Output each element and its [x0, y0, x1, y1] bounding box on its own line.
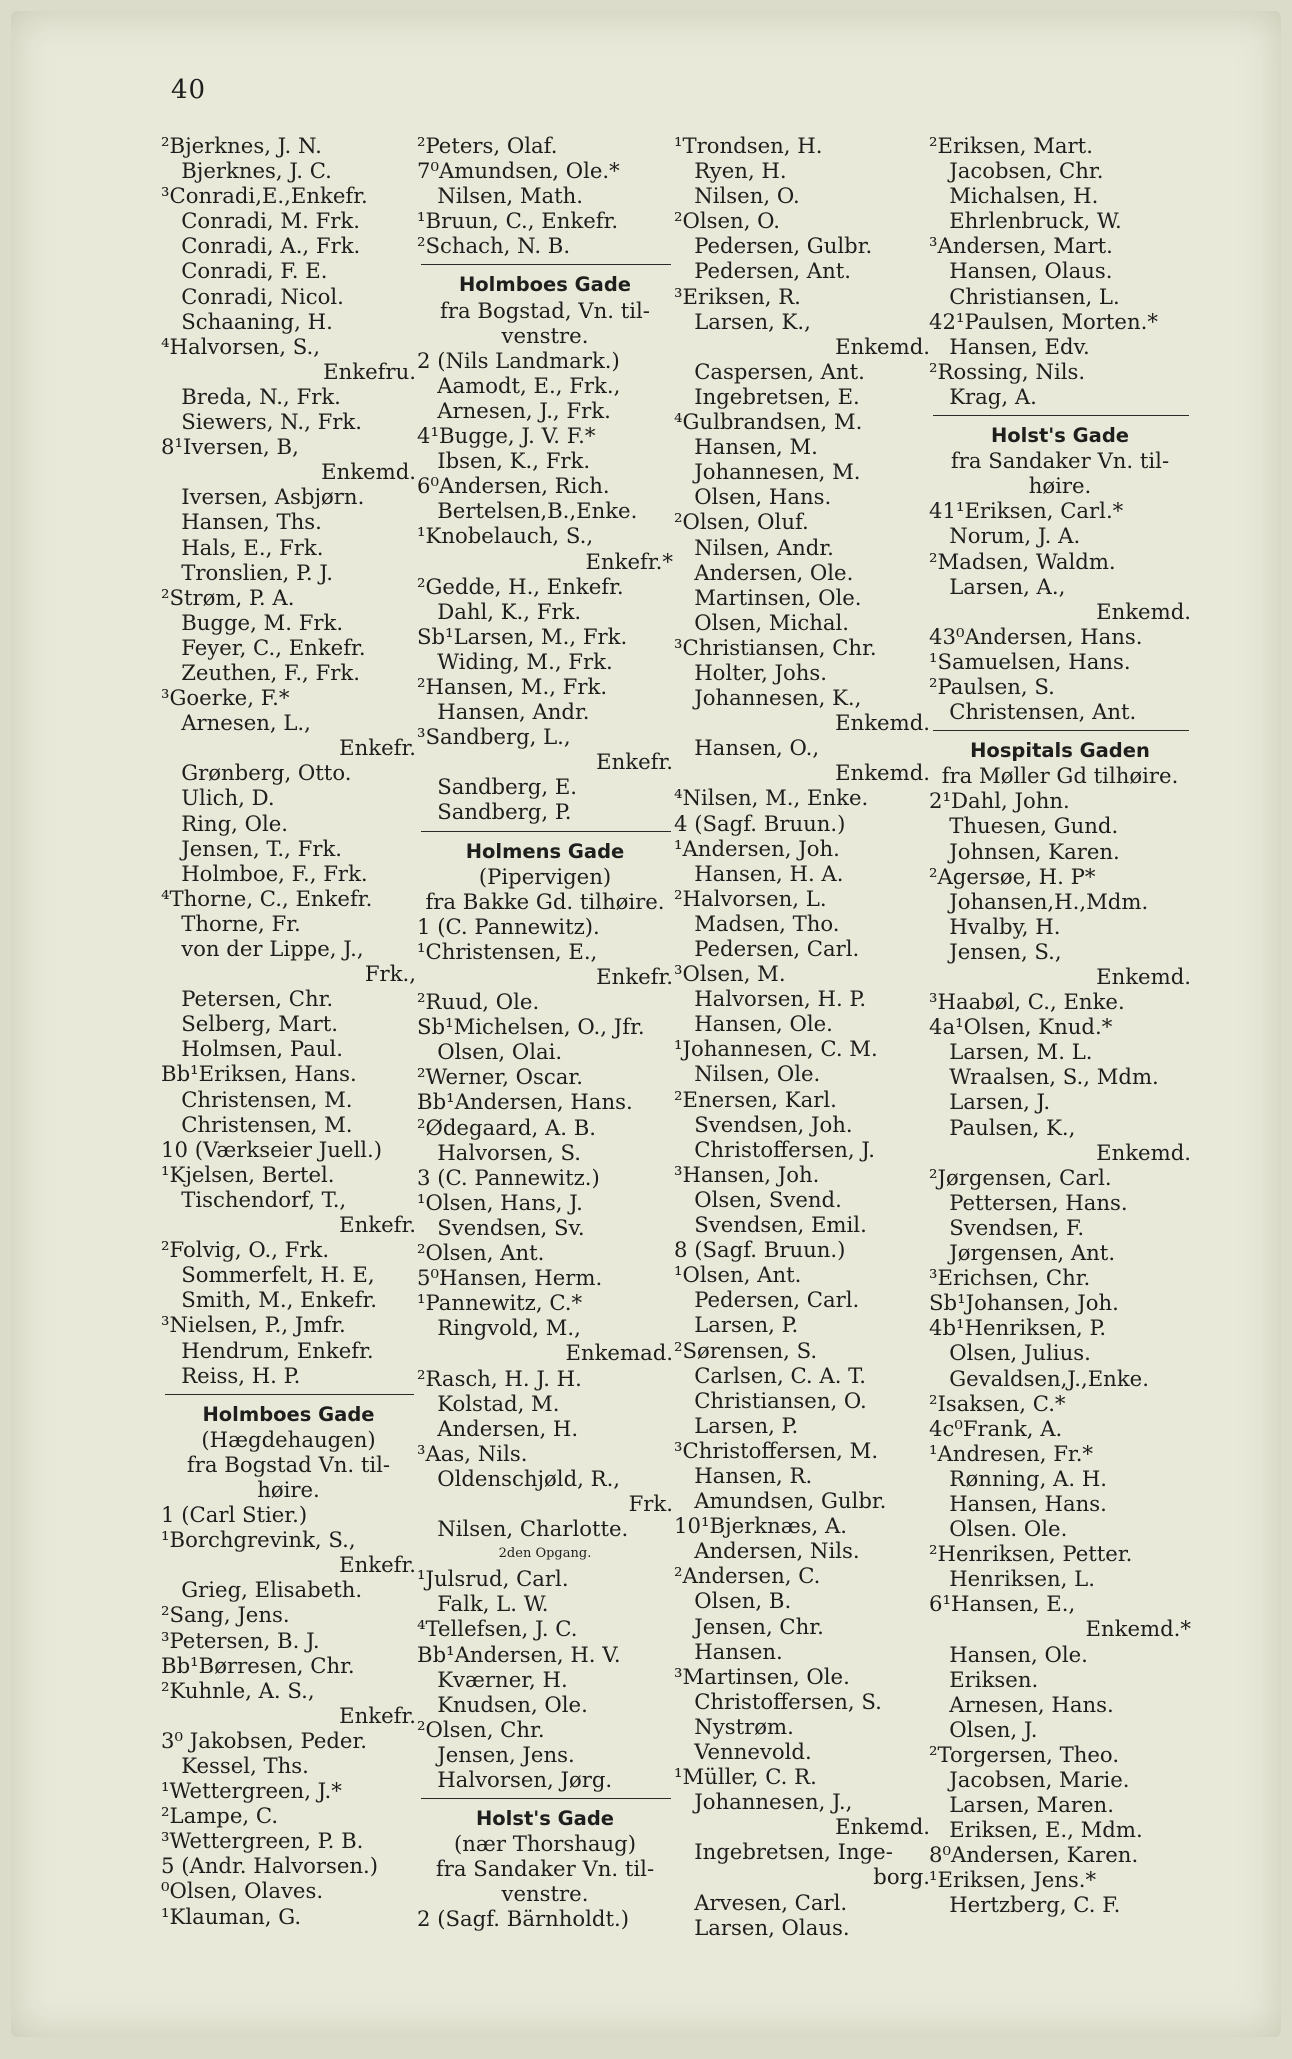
directory-entry: 8⁰Andersen, Karen.	[929, 1842, 1139, 1868]
directory-entry: Vennevold.	[674, 1739, 812, 1764]
directory-entry: Andersen, Ole.	[674, 559, 854, 585]
directory-entry: ⁴Nilsen, M., Enke.	[674, 785, 869, 811]
directory-entry: Pedersen, Ant.	[674, 258, 851, 284]
directory-entry: ³Christiansen, Chr.	[674, 634, 877, 660]
entry-continuation: Enkefr.	[339, 1552, 416, 1578]
entry-continuation: Enkefr.	[339, 735, 416, 761]
directory-entry: ²Strøm, P. A.	[161, 584, 295, 610]
directory-entry: ²Sang, Jens.	[161, 1602, 290, 1628]
directory-entry: Hvalby, H.	[929, 913, 1061, 939]
directory-entry: ²Olsen, Chr.	[417, 1716, 545, 1742]
directory-entry: Kessel, Ths.	[161, 1753, 309, 1778]
directory-entry: Ingebretsen, E.	[674, 383, 860, 409]
directory-entry: Hansen, Ths.	[161, 509, 322, 535]
directory-entry: Gevaldsen,J.,Enke.	[929, 1365, 1149, 1391]
directory-entry: Ring, Ole.	[161, 810, 289, 836]
directory-entry: Aamodt, E., Frk.,	[417, 372, 621, 398]
directory-entry: ⁰Olsen, Olaves.	[161, 1878, 324, 1904]
directory-entry: Selberg, Mart.	[161, 1011, 339, 1037]
directory-entry: ²Ruud, Ole.	[417, 989, 540, 1015]
directory-entry: ²Rasch, H. J. H.	[417, 1365, 582, 1391]
directory-entry: Wraalsen, S., Mdm.	[929, 1064, 1159, 1090]
directory-entry: 2¹Dahl, John.	[929, 788, 1070, 814]
street-description: fra Bogstad, Vn. til-	[440, 297, 650, 323]
directory-entry: Andersen, Nils.	[674, 1538, 860, 1564]
column-4	[929, 133, 1191, 1918]
street-description: (Pipervigen)	[478, 863, 612, 889]
directory-entry: 4b¹Henriksen, P.	[929, 1315, 1107, 1341]
directory-entry: ³Erichsen, Chr.	[929, 1265, 1091, 1291]
directory-entry: Hals, E., Frk.	[161, 534, 324, 560]
directory-entry: Ringvold, M.,	[417, 1315, 581, 1341]
directory-entry: 3⁰ Jakobsen, Peder.	[161, 1727, 367, 1753]
directory-entry: ²Madsen, Waldm.	[929, 548, 1116, 574]
directory-entry: Hansen, Olaus.	[929, 258, 1113, 284]
directory-entry: ³Hansen, Joh.	[674, 1161, 820, 1187]
directory-entry: ²Folvig, O., Frk.	[161, 1237, 330, 1263]
directory-entry: Sandberg, P.	[417, 799, 572, 825]
directory-entry: 8 (Sagf. Bruun.)	[674, 1237, 846, 1263]
directory-entry: Larsen, K.,	[674, 308, 811, 334]
entry-continuation: Enkemd.	[835, 1814, 930, 1840]
street-description: høire.	[1028, 473, 1092, 499]
street-description: høire.	[257, 1476, 320, 1502]
directory-entry: Carlsen, C. A. T.	[674, 1362, 866, 1388]
directory-entry: ⁴Tellefsen, J. C.	[417, 1616, 578, 1642]
entry-continuation: Enkefr.	[339, 1702, 416, 1728]
directory-entry: ²Hansen, M., Frk.	[417, 673, 608, 699]
directory-entry: Johansen,H.,Mdm.	[929, 888, 1149, 914]
directory-entry: Johannesen, M.	[674, 459, 861, 485]
directory-entry: 41¹Eriksen, Carl.*	[929, 498, 1124, 524]
directory-entry: Christoffersen, S.	[674, 1688, 882, 1714]
directory-entry: Bb¹Eriksen, Hans.	[161, 1061, 357, 1087]
directory-entry: Breda, N., Frk.	[161, 383, 341, 409]
street-heading: Holst's Gade	[990, 424, 1130, 448]
directory-entry: Bb¹Andersen, H. V.	[417, 1641, 621, 1667]
directory-entry: ³Nielsen, P., Jmfr.	[161, 1312, 346, 1338]
street-heading: Hospitals Gaden	[970, 739, 1150, 763]
directory-entry: ¹Müller, C. R.	[674, 1764, 817, 1790]
directory-entry: Knudsen, Ole.	[417, 1691, 588, 1717]
directory-entry: Holmsen, Paul.	[161, 1036, 343, 1062]
section-divider	[417, 1792, 673, 1806]
directory-entry: ²Gedde, H., Enkefr.	[417, 573, 624, 599]
directory-entry: Reiss, H. P.	[161, 1362, 301, 1388]
directory-entry: Pedersen, Gulbr.	[674, 233, 873, 259]
directory-entry: ²Isaksen, C.*	[929, 1390, 1066, 1416]
entry-continuation: Enkemd.	[1096, 1139, 1191, 1165]
entry-continuation: Enkemd.	[835, 760, 930, 786]
street-description: venstre.	[501, 322, 589, 348]
directory-entry: Smith, M., Enkefr.	[161, 1287, 377, 1313]
directory-entry: Christensen, Ant.	[929, 699, 1137, 725]
street-description: fra Møller Gd tilhøire.	[941, 763, 1179, 789]
directory-entry: ¹Christensen, E.,	[417, 938, 598, 964]
directory-entry: ¹Bruun, C., Enkefr.	[417, 208, 619, 234]
directory-entry: 3 (C. Pannewitz.)	[417, 1164, 600, 1190]
directory-entry: Svendsen, Emil.	[674, 1212, 867, 1238]
directory-entry: ¹Olsen, Ant.	[674, 1262, 802, 1288]
directory-entry: ¹Kjelsen, Bertel.	[161, 1161, 335, 1187]
directory-entry: Conradi, M. Frk.	[161, 208, 360, 234]
directory-entry: Amundsen, Gulbr.	[674, 1488, 887, 1514]
directory-entry: ²Enersen, Karl.	[674, 1086, 837, 1112]
directory-entry: Jensen, Chr.	[674, 1613, 824, 1639]
directory-entry: Feyer, C., Enkefr.	[161, 634, 366, 660]
directory-entry: ⁴Halvorsen, S.,	[161, 333, 320, 359]
directory-entry: ²Halvorsen, L.	[674, 885, 827, 911]
street-description: (nær Thorshaug)	[454, 1831, 636, 1857]
directory-entry: Hertzberg, C. F.	[929, 1892, 1121, 1918]
directory-entry: ³Eriksen, R.	[674, 283, 801, 309]
directory-entry: Zeuthen, F., Frk.	[161, 659, 360, 685]
directory-entry: Conradi, F. E.	[161, 258, 328, 284]
directory-entry: Sommerfelt, H. E,	[161, 1262, 375, 1288]
directory-entry: Hansen, Ole.	[929, 1641, 1088, 1667]
directory-entry: Hansen.	[674, 1638, 783, 1664]
directory-entry: Bb¹Andersen, Hans.	[417, 1089, 633, 1115]
entry-continuation: Enkefru.	[323, 358, 416, 384]
directory-entry: Holmboe, F., Frk.	[161, 860, 368, 886]
directory-entry: Holter, Johs.	[674, 659, 828, 685]
entry-continuation: Frk.,	[364, 961, 416, 987]
directory-entry: ¹Julsrud, Carl.	[417, 1566, 569, 1592]
directory-entry: Nilsen, O.	[674, 183, 800, 209]
directory-entry: Pedersen, Carl.	[674, 936, 860, 961]
column-1	[161, 133, 416, 1929]
directory-entry: 42¹Paulsen, Morten.*	[929, 308, 1158, 334]
directory-entry: Thorne, Fr.	[161, 910, 301, 936]
directory-entry: 6⁰Andersen, Rich.	[417, 473, 610, 499]
column-3	[674, 133, 930, 1940]
directory-entry: Dahl, K., Frk.	[417, 598, 582, 624]
section-divider	[161, 1388, 416, 1402]
directory-entry: ²Andersen, C.	[674, 1563, 821, 1589]
directory-entry: Schaaning, H.	[161, 308, 333, 334]
directory-entry: 2 (Sagf. Bärnholdt.)	[417, 1906, 629, 1932]
directory-entry: Eriksen.	[929, 1666, 1039, 1692]
directory-entry: ¹Trondsen, H.	[674, 133, 823, 158]
directory-entry: ²Peters, Olaf.	[417, 133, 558, 158]
directory-entry: ³Olsen, M.	[674, 961, 786, 987]
directory-entry: ²Henriksen, Petter.	[929, 1541, 1133, 1567]
directory-entry: Larsen, P.	[674, 1312, 799, 1338]
entry-continuation: Enkefr.	[596, 749, 673, 775]
directory-entry: Jørgensen, Ant.	[929, 1240, 1116, 1266]
directory-entry: 5 (Andr. Halvorsen.)	[161, 1853, 379, 1879]
street-heading: Holmboes Gade	[458, 273, 632, 297]
directory-entry: ²Agersøe, H. P*	[929, 863, 1096, 889]
directory-entry: Christensen, M.	[161, 1111, 353, 1137]
directory-entry: Paulsen, K.,	[929, 1114, 1076, 1140]
section-note: 2den Opgang.	[498, 1546, 592, 1562]
directory-entry: Andersen, H.	[417, 1415, 579, 1441]
directory-entry: ¹Andresen, Fr.*	[929, 1440, 1094, 1466]
directory-entry: Krag, A.	[929, 383, 1037, 409]
directory-entry: Svendsen, Sv.	[417, 1214, 585, 1240]
directory-entry: ¹Pannewitz, C.*	[417, 1290, 583, 1316]
directory-entry: Ingebretsen, Inge-	[674, 1839, 893, 1865]
directory-entry: Thuesen, Gund.	[929, 813, 1119, 839]
directory-entry: ²Schach, N. B.	[417, 233, 571, 259]
directory-entry: 4c⁰Frank, A.	[929, 1415, 1063, 1441]
directory-entry: Nilsen, Math.	[417, 183, 584, 209]
directory-entry: ³Wettergreen, P. B.	[161, 1828, 364, 1854]
directory-entry: Olsen, J.	[929, 1716, 1038, 1742]
directory-entry: ³Andersen, Mart.	[929, 233, 1113, 259]
directory-entry: Hansen, Ole.	[674, 1011, 833, 1037]
directory-entry: Larsen, Maren.	[929, 1792, 1114, 1818]
directory-entry: Larsen, J.	[929, 1089, 1051, 1115]
directory-entry: Hansen, R.	[674, 1462, 813, 1488]
entry-continuation: Enkemd.	[835, 710, 930, 736]
street-description: (Hægdehaugen)	[201, 1426, 376, 1452]
directory-entry: 6¹Hansen, E.,	[929, 1591, 1076, 1617]
section-divider	[929, 409, 1191, 423]
directory-entry: Norum, J. A.	[929, 523, 1081, 549]
directory-entry: Sb¹Johansen, Joh.	[929, 1290, 1119, 1316]
directory-page	[11, 11, 1281, 2037]
directory-entry: ¹Olsen, Hans, J.	[417, 1189, 583, 1215]
entry-continuation: Enkefr.	[339, 1212, 416, 1238]
directory-entry: Bugge, M. Frk.	[161, 609, 344, 635]
directory-entry: Jensen, T., Frk.	[161, 835, 343, 861]
street-heading: Holst's Gade	[475, 1807, 615, 1831]
directory-entry: 1 (C. Pannewitz).	[417, 913, 600, 939]
section-divider	[929, 724, 1191, 738]
directory-entry: Grønberg, Otto.	[161, 760, 352, 786]
page-number: 40	[171, 75, 207, 105]
directory-entry: Henriksen, L.	[929, 1566, 1095, 1592]
directory-entry: 5⁰Hansen, Herm.	[417, 1265, 603, 1291]
street-heading: Holmboes Gade	[202, 1402, 375, 1426]
directory-entry: Jensen, Jens.	[417, 1741, 575, 1767]
directory-entry: Kolstad, M.	[417, 1390, 560, 1416]
directory-entry: ²Eriksen, Mart.	[929, 133, 1093, 158]
directory-entry: ²Paulsen, S.	[929, 673, 1055, 699]
entry-continuation: Frk.	[628, 1490, 673, 1516]
entry-continuation: borg.	[873, 1864, 930, 1890]
directory-entry: Nilsen, Ole.	[674, 1061, 821, 1087]
directory-entry: Ibsen, K., Frk.	[417, 448, 591, 474]
entry-continuation: Enkemd.*	[1085, 1616, 1191, 1642]
directory-entry: ⁴Thorne, C., Enkefr.	[161, 885, 373, 911]
directory-entry: 7⁰Amundsen, Ole.*	[417, 158, 620, 184]
entry-continuation: Enkemd.	[1096, 964, 1191, 989]
directory-entry: ³Haabøl, C., Enke.	[929, 989, 1125, 1015]
directory-entry: ³Petersen, B. J.	[161, 1627, 320, 1653]
directory-entry: Olsen, Michal.	[674, 609, 850, 635]
directory-entry: ³Martinsen, Ole.	[674, 1663, 850, 1689]
directory-entry: Widing, M., Frk.	[417, 648, 613, 674]
directory-entry: 8¹Iversen, B,	[161, 434, 299, 460]
directory-entry: Pettersen, Hans.	[929, 1189, 1128, 1215]
directory-entry: Conradi, A., Frk.	[161, 233, 361, 259]
directory-entry: Ryen, H.	[674, 158, 787, 184]
directory-entry: Sb¹Larsen, M., Frk.	[417, 623, 628, 649]
directory-entry: Bb¹Børresen, Chr.	[161, 1652, 355, 1678]
entry-continuation: Enkemd.	[835, 333, 930, 359]
directory-entry: Johannesen, K.,	[674, 685, 862, 711]
directory-entry: Eriksen, E., Mdm.	[929, 1817, 1143, 1843]
street-heading: Holmens Gade	[465, 839, 625, 863]
directory-entry: Olsen, Olai.	[417, 1039, 563, 1065]
street-description: fra Sandaker Vn. til-	[435, 1856, 655, 1882]
directory-entry: Oldenschjøld, R.,	[417, 1465, 621, 1491]
directory-entry: Arnesen, L.,	[161, 710, 311, 736]
directory-entry: Christiansen, O.	[674, 1387, 867, 1413]
directory-entry: ²Olsen, O.	[674, 208, 781, 234]
directory-entry: Hansen, Andr.	[417, 699, 590, 725]
directory-entry: ¹Samuelsen, Hans.	[929, 648, 1131, 674]
entry-continuation: Enkemad.	[565, 1340, 673, 1366]
directory-entry: Svendsen, Joh.	[674, 1111, 853, 1137]
directory-entry: Falk, L. W.	[417, 1591, 549, 1617]
directory-entry: Larsen, Olaus.	[674, 1914, 850, 1940]
directory-entry: ²Olsen, Oluf.	[674, 509, 809, 535]
directory-entry: Olsen. Ole.	[929, 1516, 1068, 1542]
directory-entry: Pedersen, Carl.	[674, 1287, 860, 1313]
directory-entry: ²Ødegaard, A. B.	[417, 1114, 597, 1140]
directory-entry: Arvesen, Carl.	[674, 1889, 848, 1915]
entry-continuation: Enkemd.	[1096, 598, 1191, 624]
directory-entry: Johannesen, J.,	[674, 1789, 853, 1815]
directory-entry: Grieg, Elisabeth.	[161, 1577, 363, 1603]
directory-entry: Halvorsen, S.	[417, 1139, 581, 1165]
directory-entry: Hansen, H. A.	[674, 860, 844, 886]
directory-entry: Tischendorf, T.,	[161, 1186, 347, 1212]
directory-entry: ²Jørgensen, Carl.	[929, 1164, 1112, 1190]
street-description: fra Sandaker Vn. til-	[950, 448, 1170, 474]
directory-entry: Bjerknes, J. C.	[161, 158, 332, 184]
directory-entry: 10 (Værkseier Juell.)	[161, 1136, 383, 1162]
directory-entry: Madsen, Tho.	[674, 910, 840, 936]
directory-entry: 4¹Bugge, J. V. F.*	[417, 423, 596, 449]
directory-entry: Ehrlenbruck, W.	[929, 208, 1122, 234]
directory-entry: Iversen, Asbjørn.	[161, 484, 365, 510]
entry-continuation: Enkefr.	[596, 964, 673, 989]
directory-entry: ⁴Gulbrandsen, M.	[674, 409, 863, 435]
directory-entry: ¹Knobelauch, S.,	[417, 523, 594, 549]
street-description: fra Bakke Gd. tilhøire.	[425, 888, 665, 914]
directory-entry: Hansen, M.	[674, 434, 818, 460]
directory-entry: ²Rossing, Nils.	[929, 358, 1086, 384]
directory-entry: von der Lippe, J.,	[161, 936, 364, 961]
directory-entry: Sb¹Michelsen, O., Jfr.	[417, 1014, 645, 1040]
directory-entry: Conradi, Nicol.	[161, 283, 344, 309]
directory-entry: Halvorsen, Jørg.	[417, 1767, 613, 1792]
directory-entry: Caspersen, Ant.	[674, 358, 865, 384]
directory-entry: ¹Andersen, Joh.	[674, 835, 840, 861]
directory-entry: Nilsen, Charlotte.	[417, 1516, 629, 1542]
directory-entry: Larsen, P.	[674, 1412, 799, 1438]
directory-entry: Nilsen, Andr.	[674, 534, 834, 560]
directory-entry: 10¹Bjerknæs, A.	[674, 1513, 848, 1539]
directory-entry: Arnesen, J., Frk.	[417, 397, 611, 423]
street-description: fra Bogstad Vn. til-	[186, 1451, 391, 1477]
directory-entry: 2 (Nils Landmark.)	[417, 347, 620, 373]
directory-entry: ¹Klauman, G.	[161, 1903, 302, 1929]
directory-entry: ³Christoffersen, M.	[674, 1437, 879, 1463]
directory-entry: ²Bjerknes, J. N.	[161, 133, 322, 158]
directory-entry: Jensen, S.,	[929, 938, 1062, 964]
directory-entry: Siewers, N., Frk.	[161, 409, 362, 435]
directory-entry: Sandberg, E.	[417, 774, 578, 800]
directory-entry: Svendsen, F.	[929, 1214, 1085, 1240]
directory-entry: Jacobsen, Marie.	[929, 1767, 1130, 1792]
directory-entry: Hansen, O.,	[674, 735, 820, 761]
directory-entry: Nystrøm.	[674, 1713, 794, 1739]
directory-entry: Jacobsen, Chr.	[929, 158, 1104, 184]
entry-continuation: Enkefr.*	[585, 548, 673, 574]
directory-entry: 43⁰Andersen, Hans.	[929, 623, 1143, 649]
directory-entry: Larsen, A.,	[929, 573, 1066, 599]
directory-entry: Christensen, M.	[161, 1086, 353, 1112]
directory-entry: Hendrum, Enkefr.	[161, 1337, 374, 1363]
directory-entry: Olsen, B.	[674, 1588, 792, 1614]
directory-entry: Olsen, Julius.	[929, 1340, 1091, 1366]
directory-entry: Olsen, Svend.	[674, 1186, 842, 1212]
directory-entry: ¹Wettergreen, J.*	[161, 1778, 342, 1804]
directory-entry: 4a¹Olsen, Knud.*	[929, 1014, 1113, 1040]
directory-entry: Michalsen, H.	[929, 183, 1099, 209]
directory-entry: Martinsen, Ole.	[674, 584, 862, 610]
directory-entry: ²Werner, Oscar.	[417, 1064, 583, 1090]
directory-entry: ¹Johannesen, C. M.	[674, 1036, 878, 1062]
directory-entry: Rønning, A. H.	[929, 1465, 1108, 1491]
directory-entry: Olsen, Hans.	[674, 484, 832, 510]
directory-entry: Christoffersen, J.	[674, 1136, 875, 1162]
directory-entry: Larsen, M. L.	[929, 1039, 1093, 1065]
directory-entry: ²Sørensen, S.	[674, 1337, 818, 1363]
directory-entry: Christiansen, L.	[929, 283, 1120, 309]
directory-entry: Kværner, H.	[417, 1666, 568, 1692]
directory-entry: ³Conradi,E.,Enkefr.	[161, 183, 368, 209]
directory-entry: ¹Borchgrevink, S.,	[161, 1527, 356, 1553]
directory-entry: ²Kuhnle, A. S.,	[161, 1677, 315, 1703]
section-divider	[417, 258, 673, 272]
section-divider	[417, 825, 673, 839]
directory-entry: ²Torgersen, Theo.	[929, 1741, 1120, 1767]
directory-entry: Hansen, Edv.	[929, 333, 1090, 359]
directory-entry: ³Sandberg, L.,	[417, 724, 571, 750]
street-description: venstre.	[501, 1881, 589, 1907]
directory-entry: ³Aas, Nils.	[417, 1440, 528, 1466]
directory-entry: Hansen, Hans.	[929, 1490, 1107, 1516]
directory-entry: 1 (Carl Stier.)	[161, 1502, 308, 1528]
directory-entry: Arnesen, Hans.	[929, 1691, 1114, 1717]
directory-entry: Bertelsen,B.,Enke.	[417, 498, 638, 524]
directory-entry: ³Goerke, F.*	[161, 685, 290, 711]
directory-entry: Johnsen, Karen.	[929, 838, 1120, 864]
directory-entry: ²Lampe, C.	[161, 1803, 279, 1829]
directory-entry: Tronslien, P. J.	[161, 559, 333, 585]
directory-entry: Ulich, D.	[161, 785, 275, 811]
directory-entry: ²Olsen, Ant.	[417, 1240, 545, 1266]
directory-entry: Petersen, Chr.	[161, 986, 334, 1012]
directory-entry: ¹Eriksen, Jens.*	[929, 1867, 1097, 1893]
directory-entry: 4 (Sagf. Bruun.)	[674, 810, 846, 836]
column-2	[417, 133, 673, 1932]
entry-continuation: Enkemd.	[321, 459, 416, 485]
directory-entry: Halvorsen, H. P.	[674, 986, 867, 1012]
